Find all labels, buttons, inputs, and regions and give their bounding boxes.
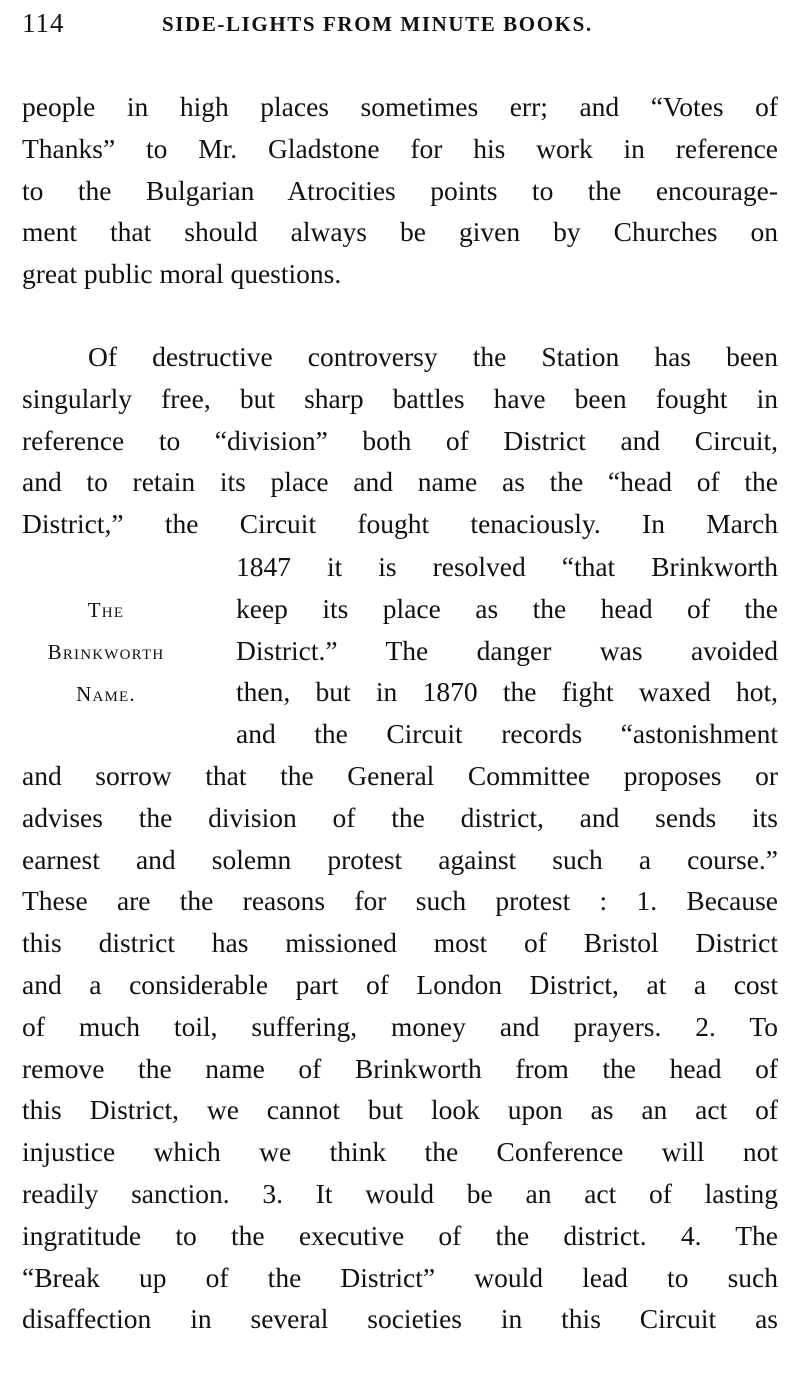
text-line: Of destructive controversy the Station has been xyxy=(88,341,778,372)
text-line: These are the reasons for such protest : 1. Because xyxy=(22,885,778,917)
text-line: earnest and solemn protest against such a course.” xyxy=(22,843,778,875)
text-line: ment that should always be given by Churches on xyxy=(22,216,778,248)
running-head: SIDE-LIGHTS FROM MINUTE BOOKS. xyxy=(162,12,593,36)
sidenote-line: Name. xyxy=(76,681,136,706)
text-line: then, but in 1870 the fight waxed hot, xyxy=(236,676,778,708)
text-line: reference to “division” both of District and Circuit, xyxy=(22,424,778,456)
text-line: District.” The danger was avoided xyxy=(236,634,778,666)
sidenote-line: The xyxy=(87,598,125,622)
text-line: 1847 it is resolved “that Brinkworth xyxy=(236,551,778,582)
page-number: 114 xyxy=(22,8,65,38)
text-line: District,” the Circuit fought tenaciously. In March xyxy=(22,508,778,540)
text-line: and a considerable part of London District, at a cost xyxy=(22,968,778,1000)
text-line: this district has missioned most of Bristol District xyxy=(22,927,778,959)
text-line: and sorrow that the General Committee proposes or xyxy=(22,760,778,791)
text-line: disaffection in several societies in this Circuit as xyxy=(22,1303,778,1335)
paragraph-1 xyxy=(22,86,778,295)
text-line: “Break up of the District” would lead to such xyxy=(22,1261,778,1293)
text-line: of much toil, suffering, money and prayers. 2. To xyxy=(22,1010,778,1042)
text-line: to the Bulgarian Atrocities points to the encourage- xyxy=(22,174,778,206)
text-line: singularly free, but sharp battles have been fought in xyxy=(22,382,778,414)
margin-sidenote xyxy=(0,590,212,715)
text-line: remove the name of Brinkworth from the head of xyxy=(22,1052,778,1084)
text-line: this District, we cannot but look upon as an act of xyxy=(22,1094,778,1126)
text-line: advises the division of the district, and sends its xyxy=(22,801,778,833)
paragraph-2-wrapped xyxy=(236,546,778,755)
text-line: Thanks” to Mr. Gladstone for his work in reference xyxy=(22,132,778,164)
text-line: great public moral questions. xyxy=(22,258,342,290)
text-line: keep its place as the head of the xyxy=(236,592,778,624)
text-line: and to retain its place and name as the “head of the xyxy=(22,466,778,498)
text-line: injustice which we think the Conference will not xyxy=(22,1136,778,1168)
page-header xyxy=(22,8,778,42)
paragraph-2-top xyxy=(22,336,778,545)
sidenote-line: Brinkworth xyxy=(47,639,165,664)
text-line: ingratitude to the executive of the district. 4. The xyxy=(22,1219,778,1251)
text-line: people in high places sometimes err; and “Votes of xyxy=(22,91,778,122)
text-line: and the Circuit records “astonishment xyxy=(236,718,778,750)
text-line: readily sanction. 3. It would be an act of lasting xyxy=(22,1177,778,1209)
paragraph-2-rest xyxy=(22,755,778,1340)
